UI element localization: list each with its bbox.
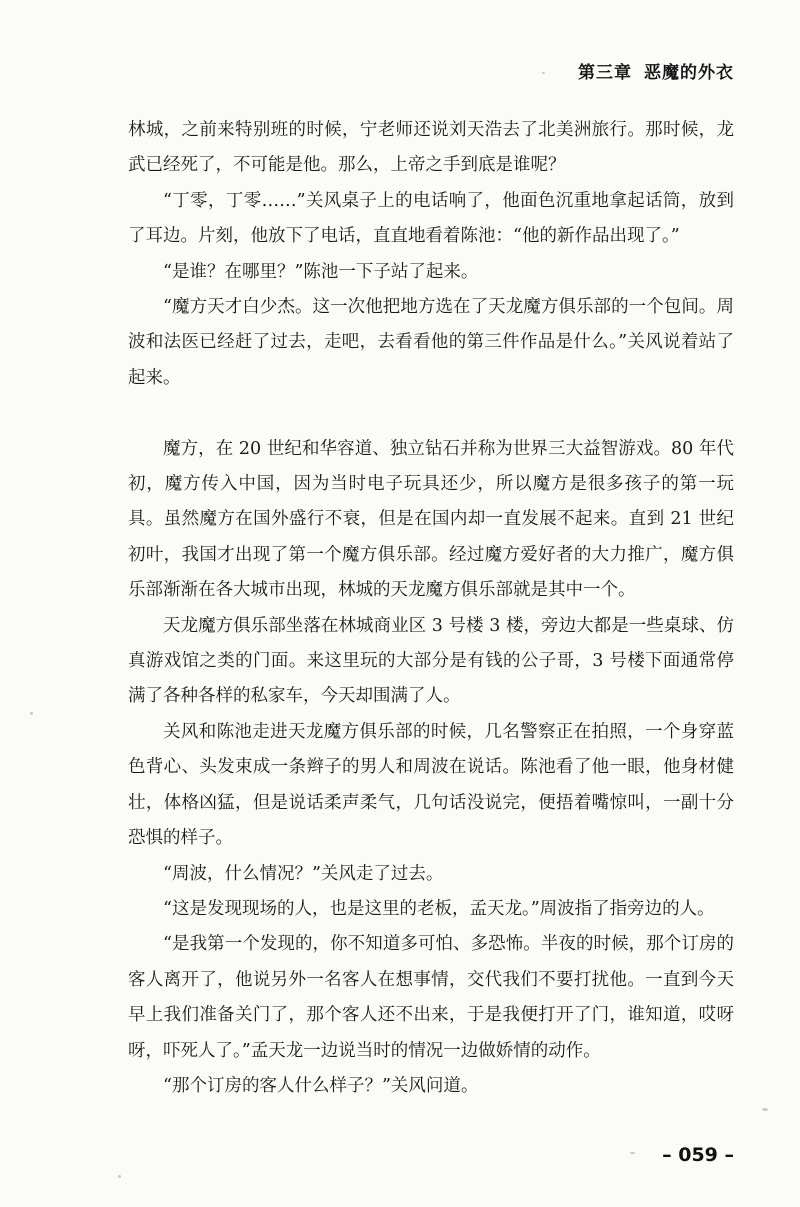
scan-speck <box>30 712 33 715</box>
paragraph-continuation: 林城，之前来特别班的时候，宁老师还说刘天浩去了北美洲旅行。那时候，龙武已经死了，不可能是他。那么，上帝之手到底是谁呢？ <box>128 120 734 176</box>
paragraph: “那个订房的客人什么样子？”关风问道。 <box>163 1075 479 1096</box>
scan-speck <box>118 1175 121 1178</box>
running-header <box>578 58 734 83</box>
scan-speck <box>762 1108 768 1111</box>
paragraph: “是我第一个发现的，你不知道多可怕、多恐怖。半夜的时候，那个订房的客人离开了，他说另外一名客人在想事情，交代我们不要打扰他。一直到今天早上我们准备关门了，那个客人还不出来，于是我便打开了门，谁知道，哎呀呀，吓死人了。”孟天龙一边说当时的情况一边做娇情的动作。 <box>128 934 734 1061</box>
chapter-title: 恶魔的外衣 <box>644 63 734 83</box>
section-break <box>128 396 734 431</box>
paragraph: 魔方，在 20 世纪和华容道、独立钻石并称为世界三大益智游戏。80 年代初，魔方传入中国，因为当时电子玩具还少，所以魔方是很多孩子的第一玩具。虽然魔方在国外盛行不衰，但是在国内却一直发展不起来。直到 21 世纪初叶，我国才出现了第一个魔方俱乐部。经过魔方爱好者的大力推广，魔方俱乐部渐渐在各大城市出现，林城的天龙魔方俱乐部就是其中一个。 <box>128 438 734 601</box>
scan-speck <box>542 72 545 74</box>
paragraph: “魔方天才白少杰。这一次他把地方选在了天龙魔方俱乐部的一个包间。周波和法医已经赶了过去，走吧，去看看他的第三件作品是什么。”关风说着站了起来。 <box>128 297 734 388</box>
paragraph: “这是发现现场的人，也是这里的老板，孟天龙。”周波指了指旁边的人。 <box>163 898 715 919</box>
chapter-number: 第三章 <box>578 63 632 83</box>
paragraph: 天龙魔方俱乐部坐落在林城商业区 3 号楼 3 楼，旁边大都是一些桌球、仿真游戏馆之类的门面。来这里玩的大部分是有钱的公子哥，3 号楼下面通常停满了各种各样的私家车，今天却围满了人。 <box>128 615 734 707</box>
paragraph: “丁零，丁零……”关风桌子上的电话响了，他面色沉重地拿起话筒，放到了耳边。片刻，他放下了电话，直直地看着陈池：“他的新作品出现了。” <box>128 190 734 247</box>
page-number: – 059 – <box>662 1144 734 1166</box>
scan-speck <box>630 1152 635 1154</box>
body-text <box>128 113 734 1104</box>
paragraph: 关风和陈池走进天龙魔方俱乐部的时候，几名警察正在拍照，一个身穿蓝色背心、头发束成一条辫子的男人和周波在说话。陈池看了他一眼，他身材健壮，体格凶猛，但是说话柔声柔气，几句话没说完，便捂着嘴惊叫，一副十分恐惧的样子。 <box>128 721 734 849</box>
paragraph: “是谁？在哪里？”陈池一下子站了起来。 <box>163 261 479 282</box>
paragraph: “周波，什么情况？”关风走了过去。 <box>163 863 444 884</box>
